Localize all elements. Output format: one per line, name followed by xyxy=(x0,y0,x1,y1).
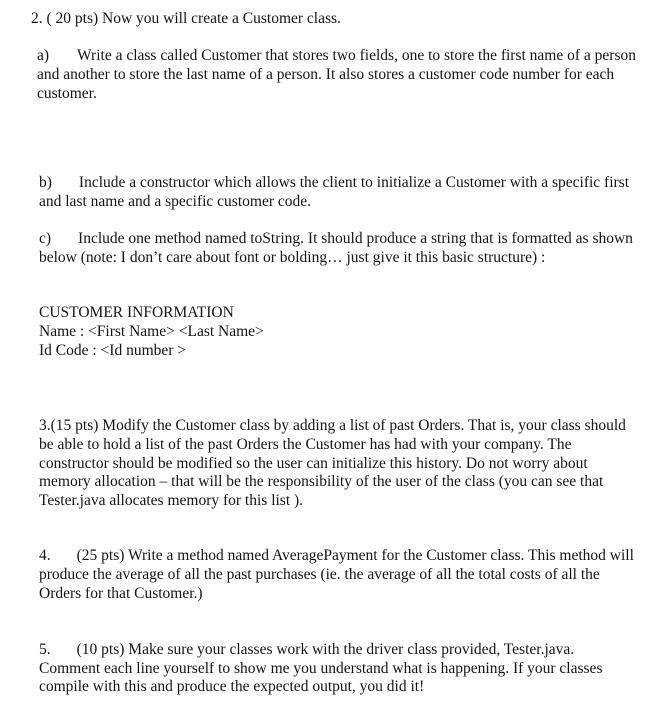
q2b-label: b) xyxy=(39,174,52,191)
sample-id-line: Id Code : <Id number > xyxy=(39,342,187,359)
q4-line-1 xyxy=(39,546,634,565)
q2a-line-1 xyxy=(37,46,636,65)
q5-line-3: compile with this and produce the expected output, you did it! xyxy=(39,678,425,695)
q3-line-1: 3.(15 pts) Modify the Customer class by adding a list of past Orders. That is, your class should xyxy=(39,417,626,434)
q4-line-3: Orders for that Customer.) xyxy=(39,585,203,602)
q2a-label: a) xyxy=(37,47,50,64)
sample-title: CUSTOMER INFORMATION xyxy=(39,304,234,321)
q3-line-3: constructor should be modified so the user can initialize this history. Do not worry about xyxy=(39,455,588,472)
q5-label: 5. xyxy=(39,641,51,658)
q2c-line-1 xyxy=(39,229,633,248)
q2b-text-1: Include a constructor which allows the client to initialize a Customer with a specific first xyxy=(78,174,630,191)
q5-text-1: (10 pts) Make sure your classes work with the driver class provided, Tester.java. xyxy=(76,641,575,658)
q2c-line-2: below (note: I don’t care about font or bolding… just give it this basic structure) : xyxy=(39,249,546,266)
q5-line-2: Comment each line yourself to show me you understand what is happening. If your classes xyxy=(39,660,603,677)
q5-line-1 xyxy=(39,640,574,659)
q2a-line-2: and another to store the last name of a person. It also stores a customer code number for each xyxy=(37,66,615,83)
sample-name-line: Name : <First Name> <Last Name> xyxy=(39,323,264,340)
q2-heading: 2. ( 20 pts) Now you will create a Customer class. xyxy=(31,10,341,27)
q2b-line-1 xyxy=(39,173,629,192)
q2c-text-1: Include one method named toString. It should produce a string that is formatted as shown xyxy=(78,230,633,247)
q4-text-1: (25 pts) Write a method named AveragePayment for the Customer class. This method will xyxy=(76,547,634,564)
q2c-label: c) xyxy=(39,230,52,247)
q3-line-5: Tester.java allocates memory for this list ). xyxy=(39,492,304,509)
q4-label: 4. xyxy=(39,547,51,564)
q2a-line-3: customer. xyxy=(37,85,97,102)
q2a-text-1: Write a class called Customer that stores two fields, one to store the first name of a person xyxy=(77,47,636,64)
q2b-line-2: and last name and a specific customer code. xyxy=(39,193,311,210)
q3-line-4: memory allocation – that will be the responsibility of the user of the class (you can see that xyxy=(39,473,604,490)
q4-line-2: produce the average of all the past purchases (ie. the average of all the total costs of all the xyxy=(39,566,600,583)
q3-line-2: be able to hold a list of the past Orders the Customer has had with your company. The xyxy=(39,436,572,453)
